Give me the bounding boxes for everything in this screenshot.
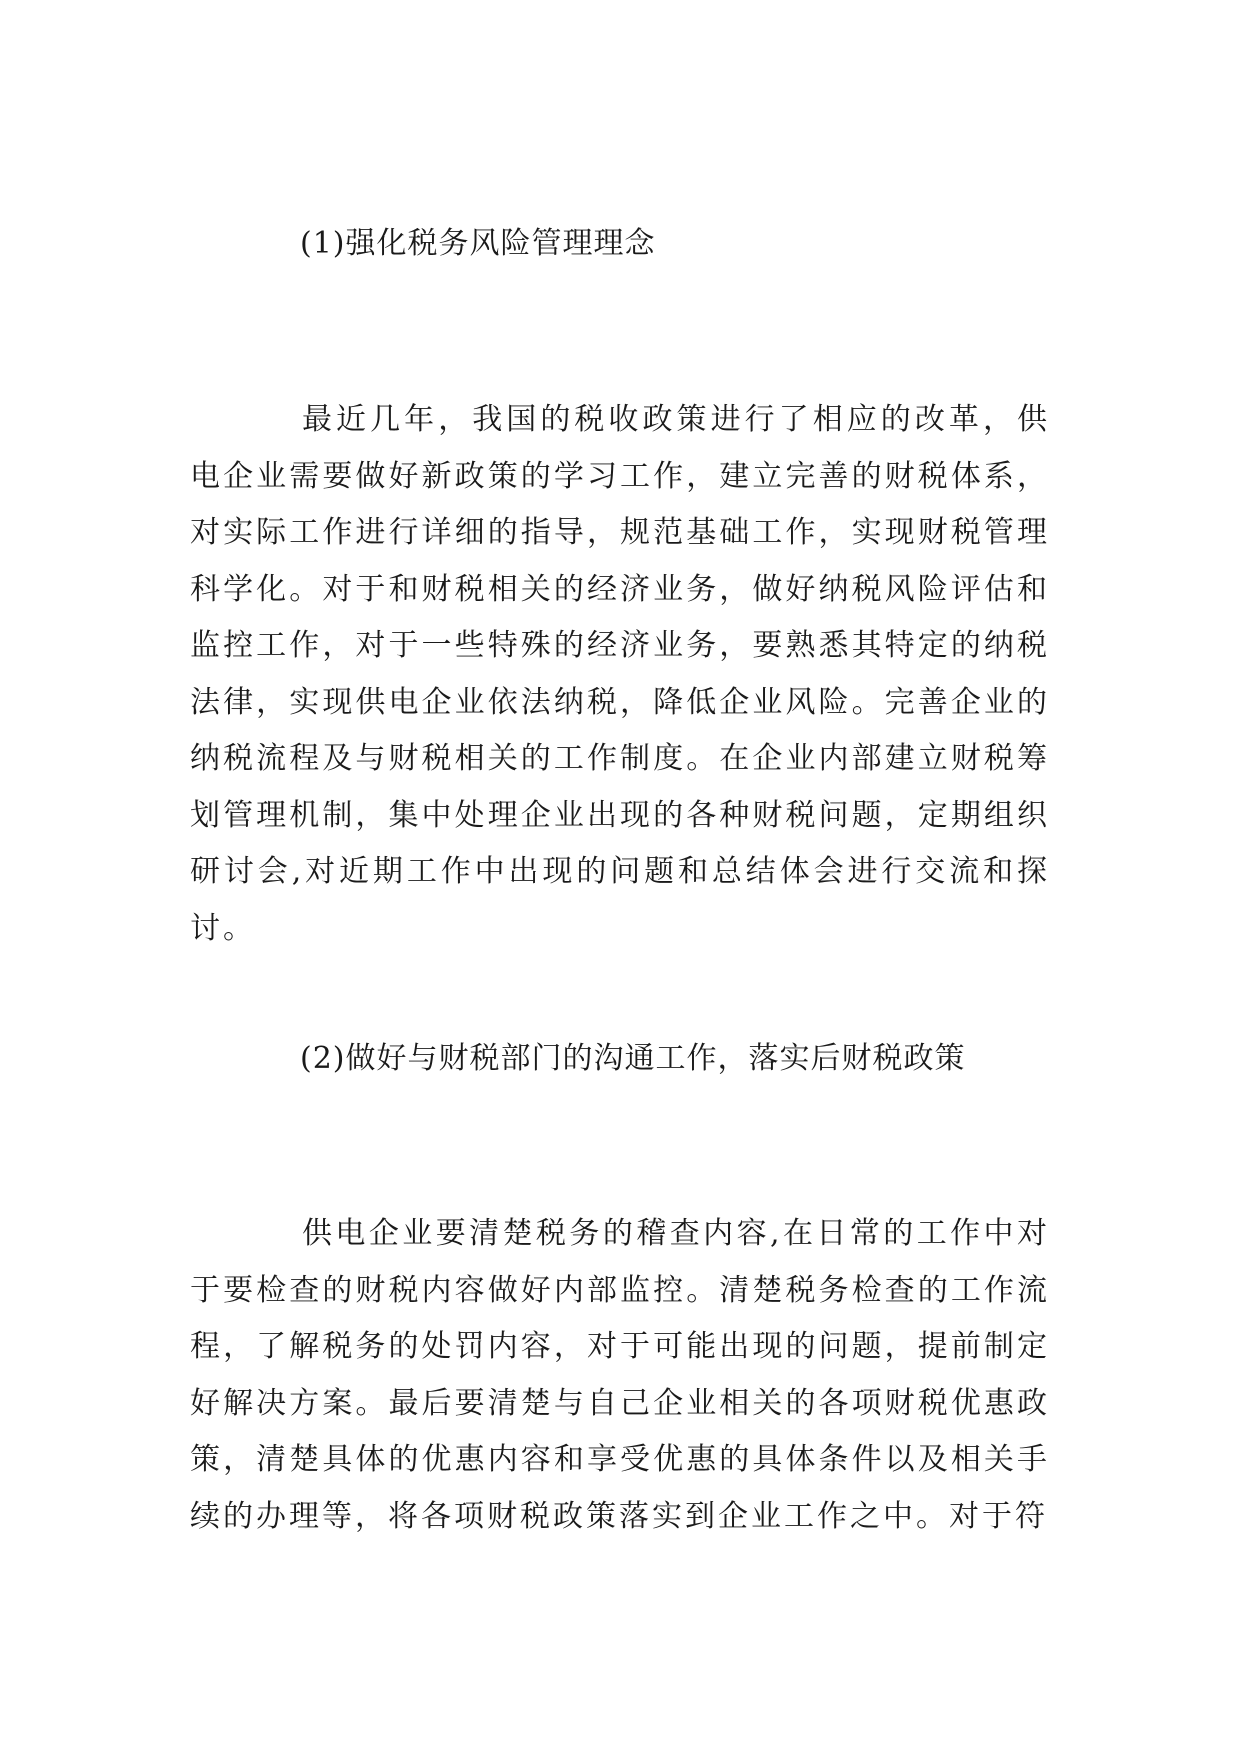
section-heading-2: (2)做好与财税部门的沟通工作，落实后财税政策 (300, 1041, 966, 1076)
section-heading-1: (1)强化税务风险管理理念 (300, 226, 656, 261)
section-paragraph-1: 最近几年，我国的税收政策进行了相应的改革，供电企业需要做好新政策的学习工作，建立完善的财税体系，对实际工作进行详细的指导，规范基础工作，实现财税管理科学化。对于和财税相关的经济业务，做好纳税风险评估和监控工作，对于一些特殊的经济业务，要熟悉其特定的纳税法律，实现供电企业依法纳税，降低企业风险。完善企业的纳税流程及与财税相关的工作制度。在企业内部建立财税筹划管理机制，集中处理企业出现的各种财税问题，定期组织研讨会,对近期工作中出现的问题和总结体会进行交流和探讨。 (190, 402, 1050, 946)
section-paragraph-2: 供电企业要清楚税务的稽查内容,在日常的工作中对于要检查的财税内容做好内部监控。清楚税务检查的工作流程，了解税务的处罚内容，对于可能出现的问题，提前制定好解决方案。最后要清楚与自己企业相关的各项财税优惠政策，清楚具体的优惠内容和享受优惠的具体条件以及相关手续的办理等，将各项财税政策落实到企业工作之中。对于符 (190, 1216, 1050, 1534)
